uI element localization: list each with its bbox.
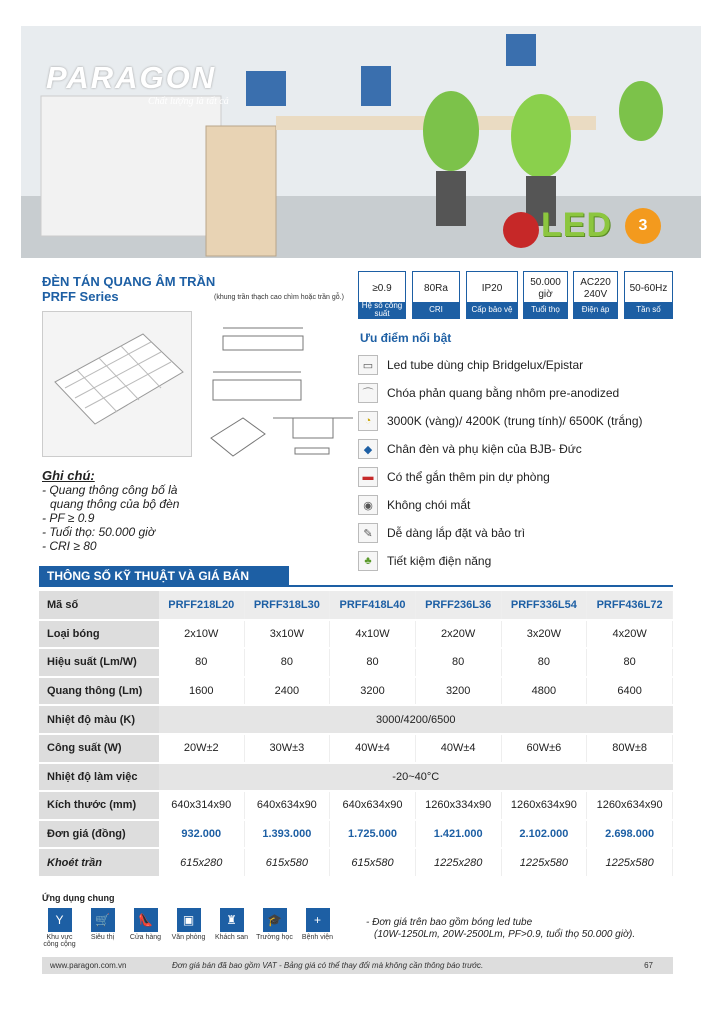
advantages-title: Ưu điểm nổi bật [360, 331, 452, 345]
app-supermarket [81, 908, 124, 948]
price-note-line: (10W-1250Lm, 20W-2500Lm, PF>0.9, tuổi thọ 50.000 giờ). [374, 929, 636, 940]
notes-line: - CRI ≥ 80 [42, 539, 97, 553]
table-heading: THÔNG SỐ KỸ THUẬT VÀ GIÁ BÁN [39, 566, 289, 586]
table-cell: 80 [330, 648, 416, 677]
advantage-item [358, 410, 643, 432]
spec-frequency [624, 271, 673, 319]
red-seal-icon [503, 212, 539, 248]
no-glare-icon: ◉ [358, 495, 378, 515]
advantage-item [358, 354, 583, 376]
advantage-text: 3000K (vàng)/ 4200K (trung tính)/ 6500K (trắng) [387, 414, 643, 428]
table-row [39, 677, 673, 706]
table-row [39, 648, 673, 677]
row-label: Nhiệt độ làm việc [39, 763, 159, 792]
install-icon: ✎ [358, 523, 378, 543]
advantage-item [358, 494, 470, 516]
table-cell: 640x314x90 [159, 791, 244, 820]
notes-block [42, 469, 179, 553]
advantage-text: Không chói mắt [387, 498, 471, 512]
table-cell: 1260x334x90 [415, 791, 501, 820]
advantage-item [358, 550, 491, 572]
table-cell: 615x580 [244, 848, 330, 877]
spec-value: 80Ra [424, 283, 448, 294]
advantage-text: Tiết kiệm điện năng [387, 554, 492, 568]
row-label: Công suất (W) [39, 734, 159, 763]
advantage-text: Led tube dùng chip Bridgelux/Epistar [387, 358, 584, 372]
product-series: PRFF Series [42, 289, 119, 304]
applications-list [38, 908, 339, 948]
spec-label: CRI [413, 302, 459, 318]
notes-line: - Quang thông công bố là [42, 483, 178, 497]
price-note [366, 917, 635, 941]
app-label: Siêu thị [90, 934, 115, 941]
table-cell: 40W±4 [415, 734, 501, 763]
app-label: Cửa hàng [129, 934, 162, 941]
table-cell: 3x10W [244, 620, 330, 649]
table-row [39, 791, 673, 820]
spec-price-table [39, 591, 673, 878]
product-note: (khung trần thạch cao chìm hoặc trần gỗ.) [214, 294, 344, 301]
table-cell: 1260x634x90 [587, 791, 673, 820]
office-icon: ▣ [177, 908, 201, 932]
diamond-icon: ◆ [358, 439, 378, 459]
app-public-area [38, 908, 81, 948]
app-office [167, 908, 210, 948]
advantage-item [358, 438, 582, 460]
shoe-icon: 👠 [134, 908, 158, 932]
row-label: Nhiệt độ màu (K) [39, 705, 159, 734]
public-area-icon: Y [48, 908, 72, 932]
footer-bar [42, 957, 673, 974]
spec-lifetime [523, 271, 568, 319]
product-image [42, 311, 192, 457]
table-row [39, 620, 673, 649]
table-cell: 4800 [501, 677, 587, 706]
table-cell: 2.102.000 [501, 820, 587, 849]
table-cell: PRFF418L40 [330, 591, 416, 620]
table-row [39, 848, 673, 877]
notes-line: quang thông của bộ đèn [50, 497, 180, 511]
app-label: Văn phòng [171, 934, 206, 941]
table-cell: PRFF336L54 [501, 591, 587, 620]
table-cell: PRFF218L20 [159, 591, 244, 620]
troffer-illustration [43, 312, 193, 458]
table-cell: 2400 [244, 677, 330, 706]
spec-label: Tuổi thọ [524, 302, 567, 318]
table-cell: 1225x280 [415, 848, 501, 877]
table-cell: 640x634x90 [244, 791, 330, 820]
advantage-text: Chóa phản quang bằng nhôm pre-anodized [387, 386, 620, 400]
row-label: Mã số [39, 591, 159, 620]
table-row [39, 763, 673, 792]
table-cell: PRFF236L36 [415, 591, 501, 620]
table-cell: 80 [415, 648, 501, 677]
advantage-text: Dễ dàng lắp đặt và bảo trì [387, 526, 526, 540]
product-title: ĐÈN TÁN QUANG ÂM TRẦN [42, 274, 216, 289]
table-cell: 1260x634x90 [501, 791, 587, 820]
table-cell: 3200 [415, 677, 501, 706]
table-cell: 1600 [159, 677, 244, 706]
advantage-item [358, 382, 619, 404]
table-cell: 40W±4 [330, 734, 416, 763]
spec-label: Cấp bảo vệ [467, 302, 517, 318]
spec-label: Tần số [625, 302, 672, 318]
table-cell: 2x20W [415, 620, 501, 649]
spec-cri [412, 271, 460, 319]
table-cell: 6400 [587, 677, 673, 706]
row-label: Quang thông (Lm) [39, 677, 159, 706]
row-label: Đơn giá (đồng) [39, 820, 159, 849]
table-cell: 20W±2 [159, 734, 244, 763]
spec-value: IP20 [481, 283, 503, 294]
led-badge: LED [541, 206, 612, 244]
spec-power-factor [358, 271, 406, 319]
advantage-item [358, 522, 525, 544]
table-divider [39, 585, 673, 587]
advantage-text: Có thể gắn thêm pin dự phòng [387, 470, 550, 484]
row-label: Khoét trần [39, 848, 159, 877]
advantage-text: Chân đèn và phụ kiện của BJB- Đức [387, 442, 582, 456]
spec-ip [466, 271, 518, 319]
spec-value: ≥0.9 [372, 283, 392, 294]
notes-line: - PF ≥ 0.9 [42, 511, 95, 525]
app-school [253, 908, 296, 948]
dimension-drawings [203, 318, 353, 468]
table-cell: 3200 [330, 677, 416, 706]
table-cell: 932.000 [159, 820, 244, 849]
app-hospital [296, 908, 339, 948]
spec-value: 50-60Hz [629, 283, 668, 294]
table-cell: 615x280 [159, 848, 244, 877]
table-cell: 1.421.000 [415, 820, 501, 849]
price-note-line: - Đơn giá trên bao gồm bóng led tube [366, 917, 533, 928]
app-label: Khách san [214, 934, 249, 941]
table-cell: 80W±8 [587, 734, 673, 763]
spec-value: 50.000 giờ [530, 277, 561, 300]
spec-voltage [573, 271, 618, 319]
hero-photo [21, 26, 701, 258]
table-cell: 80 [501, 648, 587, 677]
app-label: Trường học [256, 934, 293, 941]
app-label: Khu vực công cộng [43, 934, 76, 948]
table-cell: 4x20W [587, 620, 673, 649]
table-cell: 1.725.000 [330, 820, 416, 849]
brand-logo: PARAGON [46, 60, 217, 95]
spec-label: Điện áp [574, 302, 617, 318]
table-row [39, 591, 673, 620]
table-cell: 30W±3 [244, 734, 330, 763]
color-temp-icon: ◔ [358, 411, 378, 431]
table-cell: 80 [159, 648, 244, 677]
table-row [39, 705, 673, 734]
table-cell: 1.393.000 [244, 820, 330, 849]
warranty-badge: 3 [625, 208, 661, 244]
row-label: Kích thước (mm) [39, 791, 159, 820]
cart-icon: 🛒 [91, 908, 115, 932]
hospital-cross-icon: + [306, 908, 330, 932]
table-row [39, 820, 673, 849]
table-cell: 80 [587, 648, 673, 677]
row-label: Loại bóng [39, 620, 159, 649]
spec-label: Hệ số công suất [359, 302, 405, 318]
table-cell: 615x580 [330, 848, 416, 877]
led-chip-icon: ▭ [358, 355, 378, 375]
row-label: Hiệu suất (Lm/W) [39, 648, 159, 677]
notes-line: - Tuổi thọ: 50.000 giờ [42, 525, 156, 539]
footer-url[interactable]: www.paragon.com.vn [50, 961, 127, 970]
table-cell: 3x20W [501, 620, 587, 649]
hotel-icon: ♜ [220, 908, 244, 932]
spec-value: AC220 240V [580, 277, 611, 300]
table-cell: 640x634x90 [330, 791, 416, 820]
app-label: Bệnh viện [301, 934, 334, 941]
table-cell: PRFF318L30 [244, 591, 330, 620]
footer-disclaimer: Đơn giá bán đã bao gồm VAT - Bảng giá có thể thay đổi mà không cần thông báo trước. [172, 961, 484, 970]
energy-save-icon: ♣ [358, 551, 378, 571]
table-cell-merged: 3000/4200/6500 [159, 705, 673, 734]
table-row [39, 734, 673, 763]
page-number: 67 [644, 961, 653, 970]
notes-heading: Ghi chú: [42, 468, 95, 483]
app-store [124, 908, 167, 948]
emergency-battery-icon: ▬ [358, 467, 378, 487]
table-cell-merged: -20~40°C [159, 763, 673, 792]
table-cell: PRFF436L72 [587, 591, 673, 620]
table-cell: 80 [244, 648, 330, 677]
graduation-cap-icon: 🎓 [263, 908, 287, 932]
table-cell: 1225x580 [501, 848, 587, 877]
applications-title: Ứng dụng chung [42, 893, 115, 903]
table-cell: 60W±6 [501, 734, 587, 763]
table-cell: 2.698.000 [587, 820, 673, 849]
advantage-item [358, 466, 550, 488]
table-cell: 1225x580 [587, 848, 673, 877]
app-hotel [210, 908, 253, 948]
brand-slogan: Chất lượng là tất cả [148, 96, 229, 107]
reflector-icon: ⌒ [358, 383, 378, 403]
table-cell: 2x10W [159, 620, 244, 649]
table-cell: 4x10W [330, 620, 416, 649]
